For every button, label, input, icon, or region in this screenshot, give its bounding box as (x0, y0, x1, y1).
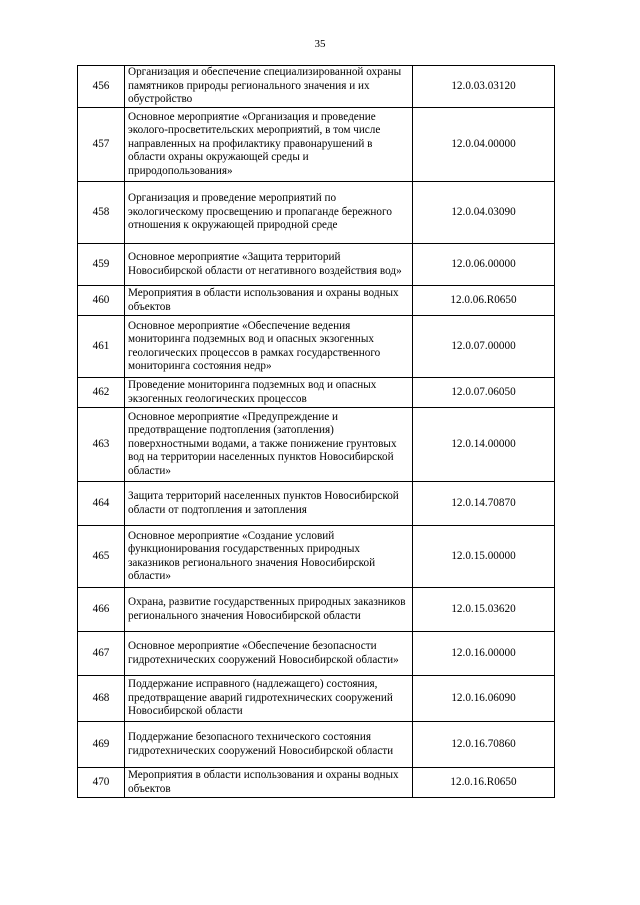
activity-name: Мероприятия в области использования и охраны водных объектов (125, 286, 413, 316)
activity-name: Основное мероприятие «Обеспечение ведения мониторинга подземных вод и опасных экзогенных геологических процессов в рамках государственного мониторинга состояния недр» (125, 316, 413, 378)
row-number: 465 (78, 526, 125, 588)
classification-code: 12.0.16.06090 (413, 676, 555, 722)
activity-name: Защита территорий населенных пунктов Новосибирской области от подтопления и затопления (125, 482, 413, 526)
table-row (78, 768, 555, 798)
row-number: 460 (78, 286, 125, 316)
table-row (78, 632, 555, 676)
table-row (78, 182, 555, 244)
activity-name: Охрана, развитие государственных природных заказников регионального значения Новосибирской области (125, 588, 413, 632)
table-row (78, 108, 555, 182)
row-number: 456 (78, 66, 125, 108)
activity-name: Основное мероприятие «Организация и проведение эколого-просветительских мероприятий, в том числе направленных на профилактику правонарушений в области охраны окружающей среды и природопользования» (125, 108, 413, 182)
classification-code: 12.0.16.00000 (413, 632, 555, 676)
activity-name: Поддержание исправного (надлежащего) состояния, предотвращение аварий гидротехнических сооружений Новосибирской области (125, 676, 413, 722)
activity-name: Основное мероприятие «Защита территорий Новосибирской области от негативного воздействия вод» (125, 244, 413, 286)
row-number: 457 (78, 108, 125, 182)
table-row (78, 66, 555, 108)
classification-code: 12.0.07.06050 (413, 378, 555, 408)
activity-name: Основное мероприятие «Создание условий функционирования государственных природных заказников регионального значения Новосибирской области» (125, 526, 413, 588)
row-number: 458 (78, 182, 125, 244)
classification-code: 12.0.16.70860 (413, 722, 555, 768)
activity-name: Поддержание безопасного технического состояния гидротехнических сооружений Новосибирской области (125, 722, 413, 768)
page-number: 35 (314, 38, 326, 50)
classification-code: 12.0.06.R0650 (413, 286, 555, 316)
table-row (78, 408, 555, 482)
activity-name: Мероприятия в области использования и охраны водных объектов (125, 768, 413, 798)
table-row (78, 526, 555, 588)
budget-classification-table (77, 65, 555, 798)
row-number: 467 (78, 632, 125, 676)
classification-code: 12.0.06.00000 (413, 244, 555, 286)
row-number: 462 (78, 378, 125, 408)
row-number: 463 (78, 408, 125, 482)
classification-code: 12.0.14.70870 (413, 482, 555, 526)
classification-code: 12.0.04.00000 (413, 108, 555, 182)
table-row (78, 316, 555, 378)
activity-name: Организация и обеспечение специализированной охраны памятников природы регионального значения и их обустройство (125, 66, 413, 108)
row-number: 459 (78, 244, 125, 286)
table-row (78, 676, 555, 722)
row-number: 464 (78, 482, 125, 526)
classification-code: 12.0.15.00000 (413, 526, 555, 588)
row-number: 468 (78, 676, 125, 722)
classification-code: 12.0.15.03620 (413, 588, 555, 632)
table-row (78, 722, 555, 768)
classification-code: 12.0.04.03090 (413, 182, 555, 244)
table-row (78, 244, 555, 286)
row-number: 466 (78, 588, 125, 632)
table-row (78, 588, 555, 632)
activity-name: Основное мероприятие «Предупреждение и предотвращение подтопления (затопления) поверхностными водами, а также понижение грунтовых вод на территории населенных пунктов Новосибирской области» (125, 408, 413, 482)
row-number: 461 (78, 316, 125, 378)
table-row (78, 482, 555, 526)
activity-name: Проведение мониторинга подземных вод и опасных экзогенных геологических процессов (125, 378, 413, 408)
table-row (78, 286, 555, 316)
row-number: 469 (78, 722, 125, 768)
table-row (78, 378, 555, 408)
classification-code: 12.0.07.00000 (413, 316, 555, 378)
activity-name: Основное мероприятие «Обеспечение безопасности гидротехнических сооружений Новосибирской области» (125, 632, 413, 676)
classification-code: 12.0.16.R0650 (413, 768, 555, 798)
activity-name: Организация и проведение мероприятий по экологическому просвещению и пропаганде бережного отношения к окружающей природной среде (125, 182, 413, 244)
classification-code: 12.0.14.00000 (413, 408, 555, 482)
classification-code: 12.0.03.03120 (413, 66, 555, 108)
row-number: 470 (78, 768, 125, 798)
